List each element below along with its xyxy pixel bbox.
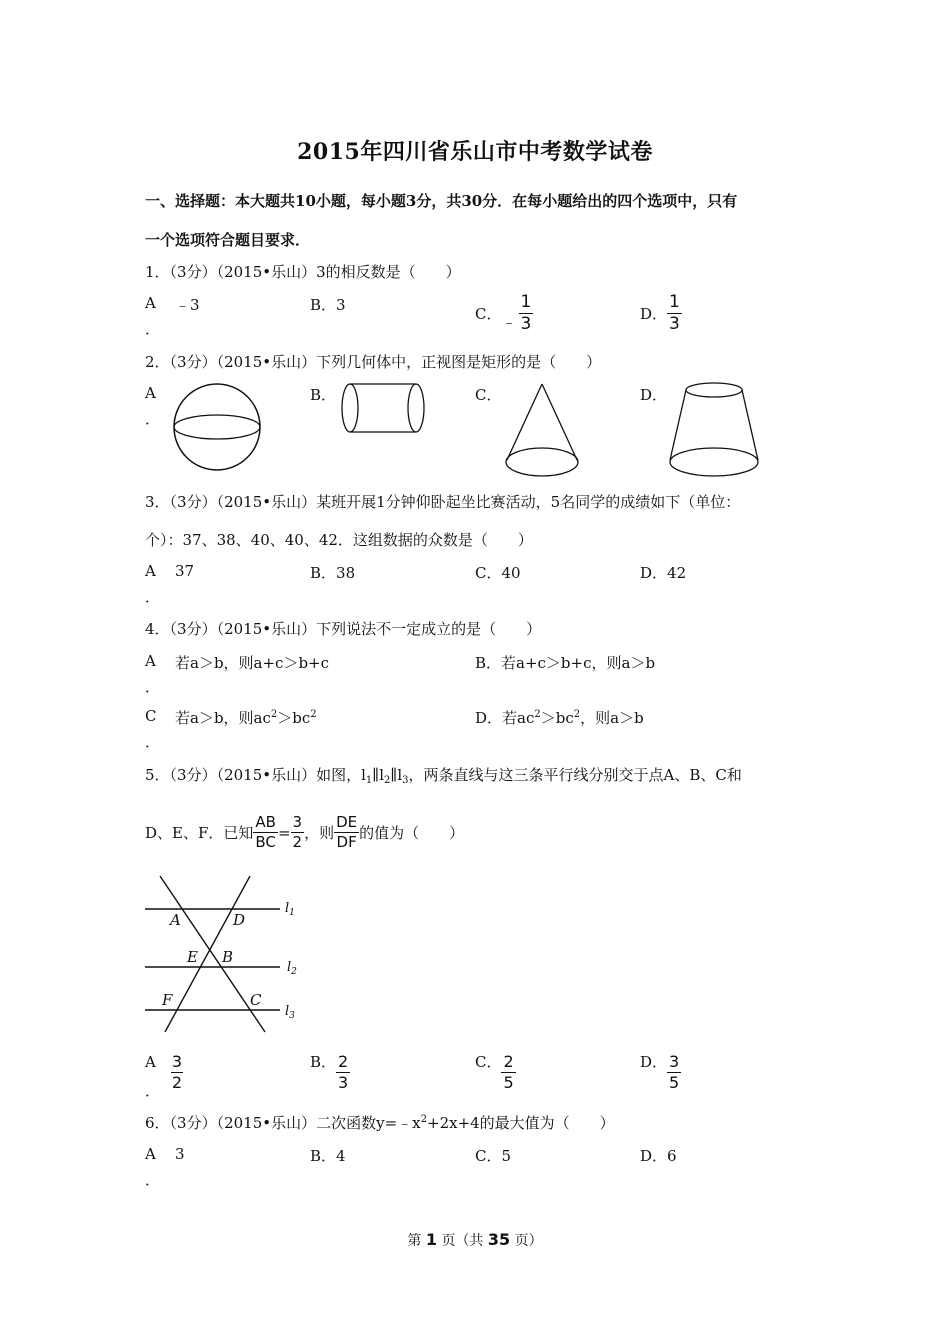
q1-option-a: ﹣3 [175,296,200,314]
q1-option-c [475,294,533,333]
q5-mid: ，则 [304,824,335,842]
q4-option-d [475,707,644,728]
q6-option-a-label: A [145,1145,156,1163]
q4-stem: 4．（3分）（2015•乐山）下列说法不一定成立的是（ ） [145,620,542,638]
q5-c-denominator: 5 [503,1073,514,1092]
q5-equals: = [277,823,291,842]
q1-option-a-dot: ． [145,320,161,338]
q6-stem-post: +2x+4的最大值为（ ） [427,1114,615,1132]
q5-a-denominator: 2 [171,1073,183,1092]
q1-option-d [640,294,682,333]
q1-option-a-label: A [145,294,156,312]
footer-mid: 页（共 [441,1233,484,1249]
q3-stem-line1: 3．（3分）（2015•乐山）某班开展1分钟仰卧起坐比赛活动，5名同学的成绩如下（单位： [145,493,741,511]
q5-option-d-label: D． [640,1053,668,1071]
cylinder-icon [338,380,430,438]
section-heading-line2: 一个选项符合题目要求． [145,231,311,249]
q5-stem-line2 [145,815,464,850]
fig-label-c: C [250,991,262,1009]
q5-sub2: 2 [384,775,391,786]
q4-d-pre: D．若ac [475,709,535,727]
q5-option-a-dot: ． [145,1082,161,1100]
q4-d-sup2: 2 [573,709,581,720]
page-title: 2015年四川省乐山市中考数学试卷 [297,139,653,165]
q1-c-denominator: 3 [520,314,532,334]
q5-fraction-de-df [334,815,359,850]
q5-d-numerator: 3 [669,1052,680,1071]
q5-stem2-pre: D、E、F．已知 [145,824,254,842]
q4-option-a-label: A [145,652,156,670]
q5-stem2-post: 的值为（ ） [359,824,465,842]
q2-stem: 2．（3分）（2015•乐山）下列几何体中，正视图是矩形的是（ ） [145,353,602,371]
q1-option-c-fraction [519,294,534,333]
frustum-icon [665,380,763,480]
q4-option-a-dot: ． [145,678,161,696]
q5-f3-numerator: DE [336,813,358,831]
q1-stem: 1．（3分）（2015•乐山）3的相反数是（ ） [145,263,461,281]
q4-d-sup1: 2 [534,709,541,720]
q2-option-a-dot: ． [145,410,161,428]
q1-option-c-sign: ﹣ [501,313,517,331]
q1-c-numerator: 1 [520,292,532,312]
footer-post: 页） [514,1233,543,1249]
cone-icon [500,380,584,480]
q5-p2: ∥l [390,766,403,784]
q1-option-c-label: C． [475,305,502,323]
q5-f1-numerator: AB [255,813,276,831]
fig-label-b: B [222,948,234,966]
q5-c-fraction [501,1054,515,1091]
q5-f1-denominator: BC [255,833,276,851]
parallel-lines-figure [140,872,310,1040]
section-heading-line1: 一、选择题：本大题共10小题，每小题3分，共30分．在每小题给出的四个选项中，只有 [145,192,738,210]
q3-option-b: B．38 [310,564,356,582]
q5-option-d [640,1054,681,1091]
q6-stem-pre: 6．（3分）（2015•乐山）二次函数y=﹣x [145,1114,421,1132]
fig-label-l3: $l_3$ [285,1004,295,1021]
q4-c-mid: ＞bc [277,709,311,727]
q3-option-a: 37 [175,562,195,580]
fig-label-f: F [162,991,173,1009]
q4-option-a: 若a＞b，则a+c＞b+c [175,654,330,672]
q5-a-numerator: 3 [171,1052,183,1071]
q4-d-mid: ＞bc [540,709,574,727]
q5-b-fraction [336,1054,350,1091]
fig-label-d: D [233,911,246,929]
q5-option-b-label: B． [310,1053,337,1071]
q5-stem1-pre: 5．（3分）（2015•乐山）如图，l [145,766,366,784]
footer-pre: 第 [407,1233,422,1249]
q1-d-numerator: 1 [669,292,680,312]
q6-option-c: C．5 [475,1147,512,1165]
q5-f2-denominator: 2 [292,833,303,851]
q4-c-sup2: 2 [310,709,317,720]
q5-d-fraction [667,1054,681,1091]
q3-option-c: C．40 [475,564,521,582]
q5-f3-denominator: DF [336,833,357,851]
fig-label-l1: $l_1$ [285,901,295,918]
q2-option-a-label: A [145,384,156,402]
q1-option-d-label: D． [640,305,668,323]
q5-stem-line1 [145,764,742,786]
q3-option-a-label: A [145,562,156,580]
q2-option-c-label: C． [475,386,502,404]
q5-b-denominator: 3 [338,1073,349,1092]
q5-fraction-ab-bc [253,815,278,850]
q5-option-a-label: A [145,1052,156,1071]
fig-label-l2: $l_2$ [287,960,297,977]
footer-total-pages: 35 [487,1230,511,1249]
q5-f2-numerator: 3 [292,813,303,831]
page-footer [0,1230,950,1250]
q5-d-denominator: 5 [669,1073,680,1092]
q5-fraction-3-2 [291,815,305,850]
q6-sup: 2 [420,1114,427,1125]
q4-c-sup1: 2 [270,709,278,720]
q5-stem1-post: ，两条直线与这三条平行线分别交于点A、B、C和 [408,766,742,784]
q6-option-a-dot: ． [145,1171,161,1189]
q1-option-b: B．3 [310,296,346,314]
fig-label-a: A [170,911,181,929]
footer-page-number: 1 [425,1230,437,1249]
sphere-icon [170,380,265,475]
q3-option-d: D．42 [640,564,687,582]
q6-option-a: 3 [175,1145,185,1163]
q3-stem-line2: 个）：37、38、40、40、42．这组数据的众数是（ ） [145,531,533,549]
q6-option-b: B．4 [310,1147,346,1165]
q5-option-b [310,1054,350,1091]
q4-option-c-dot: ． [145,733,161,751]
q4-c-pre: 若a＞b，则ac [175,709,271,727]
q4-option-b: B．若a+c＞b+c，则a＞b [475,654,656,672]
q4-option-c [175,707,317,728]
q6-stem [145,1112,615,1133]
q1-d-denominator: 3 [669,314,680,334]
q5-c-numerator: 2 [503,1052,514,1071]
q4-option-c-label: C [145,707,157,725]
q5-sub3: 3 [402,775,409,786]
q5-b-numerator: 2 [338,1052,349,1071]
q5-option-c-label: C． [475,1053,502,1071]
q5-option-c [475,1054,516,1091]
q1-option-d-fraction [667,294,682,333]
q5-a-fraction [170,1054,184,1091]
q2-option-d-label: D． [640,386,668,404]
q4-d-post: ，则a＞b [580,709,644,727]
fig-label-e: E [187,948,198,966]
q6-option-d: D．6 [640,1147,677,1165]
q5-sub1: 1 [365,775,373,786]
q5-p1: ∥l [372,766,385,784]
q2-option-b-label: B． [310,386,337,404]
q3-option-a-dot: ． [145,588,161,606]
